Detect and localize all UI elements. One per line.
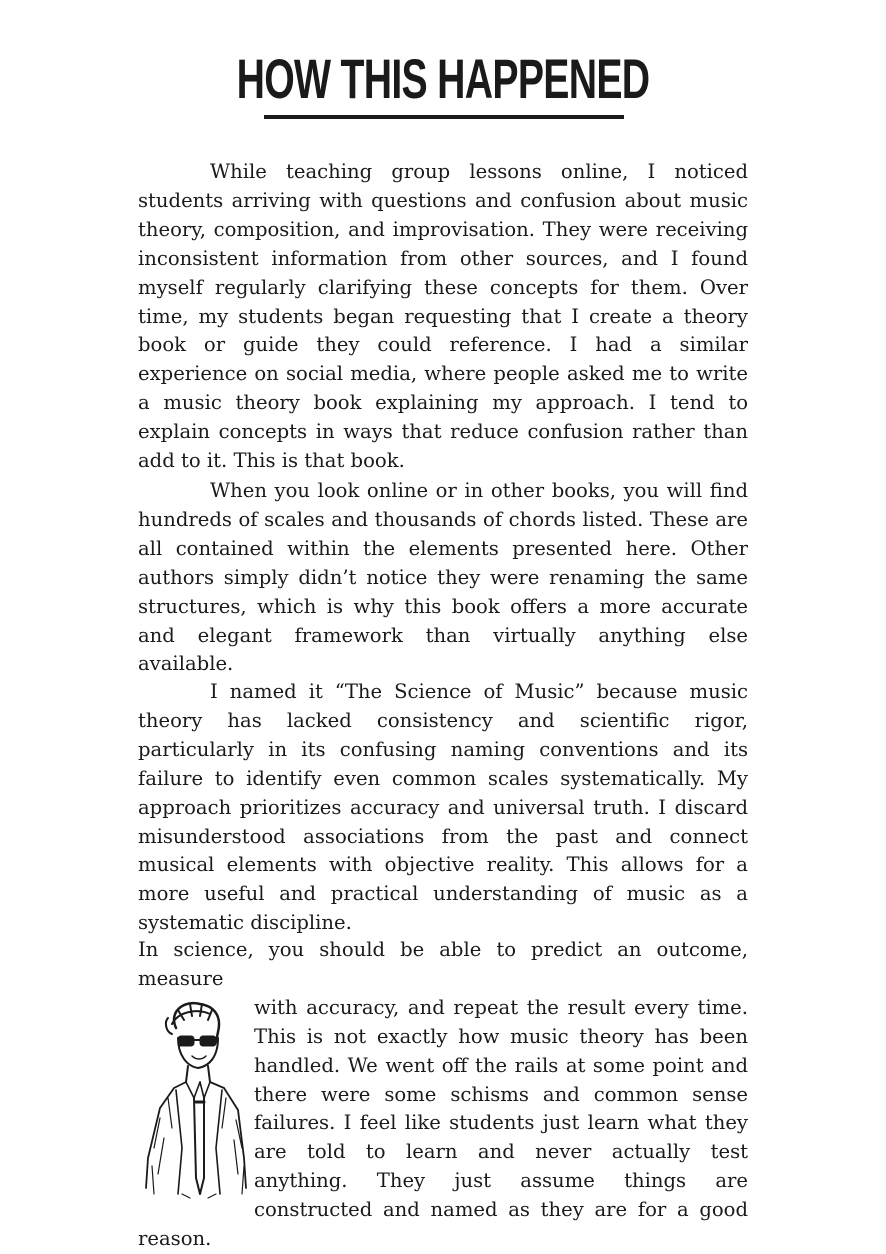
title-underline	[264, 115, 624, 119]
paragraph-3: I named it “The Science of Music” because music theory has lacked consistency and scientific rigor, particularly in its confusing naming conventions and its failure to identify even common scales systematically. My approach prioritizes accuracy and universal truth. I discard misunderstood associations from the past and connect musical elements with objective reality. This allows for a more useful and practical understanding of music as a systematic discipline.	[138, 680, 748, 935]
paragraph-1: While teaching group lessons online, I noticed students arriving with questions and confusion about music theory, composition, and improvisation. They were receiving inconsistent information from other sources, and I found myself regularly clarifying these concepts for them. Over time, my students began requesting that I create a theory book or guide they could reference. I had a similar experience on social media, where people asked me to write a music theory book explaining my approach. I tend to explain concepts in ways that reduce confusion rather than add to it. This is that book.	[138, 160, 748, 473]
page-title: HOW THIS HAPPENED	[236, 47, 650, 110]
paragraph-4-first-line: In science, you should be able to predict an outcome, measure	[138, 938, 748, 990]
paragraph-4-rest: with accuracy, and repeat the result every time. This is not exactly how music theory has been handled. We went off the rails at some point and there were some schisms and common sense failures. I feel like students just learn what they are told to learn and never actually test anything. They just assume things are constructed and named as they are for a good reason.	[138, 995, 748, 1251]
scientist-sketch-icon	[138, 998, 252, 1202]
paragraph-4-block	[138, 936, 748, 1254]
paragraph-2: When you look online or in other books, you will find hundreds of scales and thousands of chords listed. These are all contained within the elements presented here. Other authors simply didn’t notice they were renaming the same structures, which is why this book offers a more accurate and elegant framework than virtually anything else available.	[138, 479, 748, 676]
